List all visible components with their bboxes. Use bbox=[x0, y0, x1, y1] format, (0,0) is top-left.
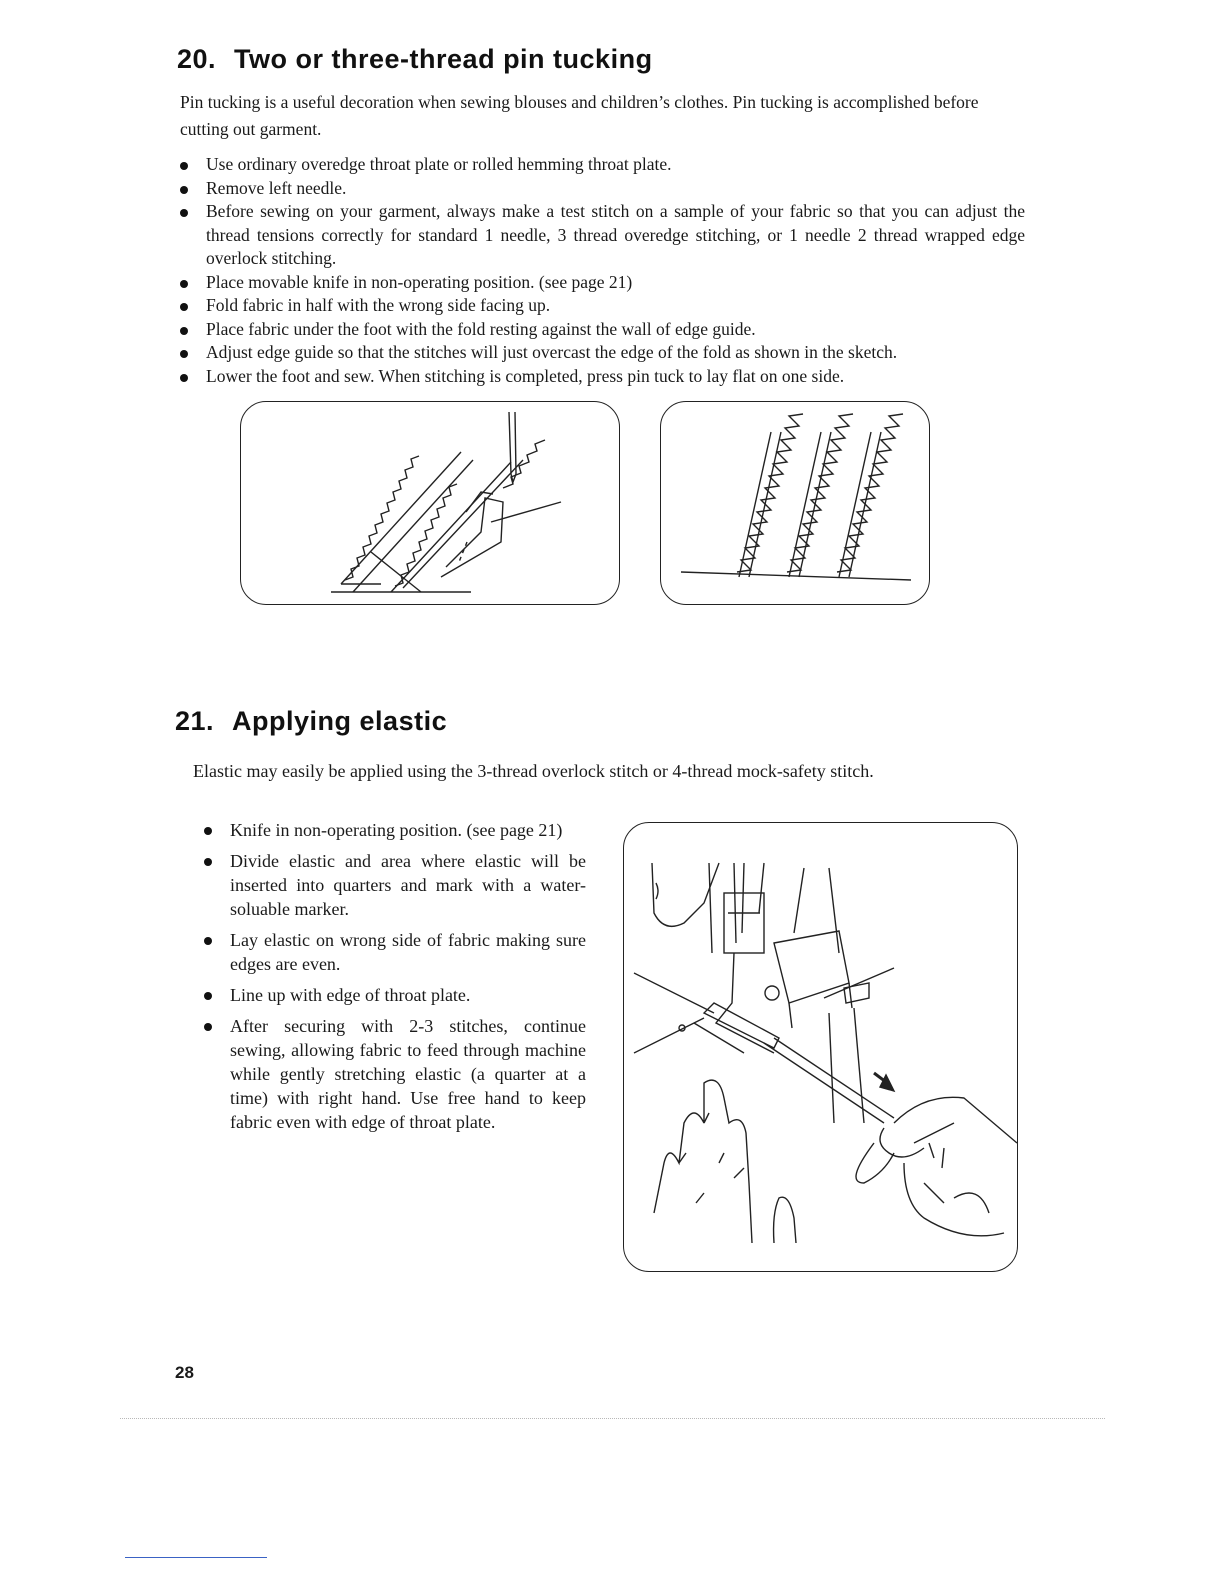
bullet-icon bbox=[180, 327, 188, 335]
pin-tuck-result-drawing bbox=[661, 402, 929, 604]
bullet-icon bbox=[180, 209, 188, 217]
section-21-intro: Elastic may easily be applied using the 3-thread overlock stitch or 4-thread mock-safety stitch. bbox=[193, 761, 874, 781]
page-number: 28 bbox=[175, 1363, 194, 1382]
list-item: Lay elastic on wrong side of fabric making sure edges are even. bbox=[204, 928, 586, 976]
list-item: Adjust edge guide so that the stitches will just overcast the edge of the fold as shown in the sketch. bbox=[180, 341, 1025, 365]
list-item: Knife in non-operating position. (see page 21) bbox=[204, 818, 586, 842]
section-20-number: 20. bbox=[177, 44, 217, 74]
bullet-icon bbox=[204, 858, 212, 866]
list-item: Before sewing on your garment, always make a test stitch on a sample of your fabric so that you can adjust the thread tensions correctly for standard 1 needle, 3 thread overedge stitching, or 1 needle 2 thread wrapped edge overlock stitching. bbox=[180, 200, 1025, 271]
applying-elastic-illustration bbox=[623, 822, 1018, 1272]
scan-artifact-line bbox=[120, 1418, 1105, 1419]
section-20-intro: Pin tucking is a useful decoration when sewing blouses and children’s clothes. Pin tucking is accomplished before cutting out garment. bbox=[180, 92, 979, 139]
bullet-icon bbox=[180, 186, 188, 194]
bullet-icon bbox=[180, 374, 188, 382]
section-21-title: Applying elastic bbox=[232, 706, 448, 736]
list-item: Place movable knife in non-operating position. (see page 21) bbox=[180, 271, 1025, 295]
bullet-icon bbox=[180, 350, 188, 358]
section-21-heading bbox=[175, 706, 447, 737]
list-item: Place fabric under the foot with the fold resting against the wall of edge guide. bbox=[180, 318, 1025, 342]
list-item: Divide elastic and area where elastic will be inserted into quarters and mark with a water-soluable marker. bbox=[204, 849, 586, 921]
list-item: Use ordinary overedge throat plate or rolled hemming throat plate. bbox=[180, 153, 1025, 177]
bullet-icon bbox=[204, 992, 212, 1000]
pin-tuck-sewing-drawing bbox=[241, 402, 619, 604]
section-20-heading bbox=[177, 44, 653, 75]
list-item: Line up with edge of throat plate. bbox=[204, 983, 586, 1007]
pin-tuck-result-illustration bbox=[660, 401, 930, 605]
applying-elastic-drawing bbox=[624, 823, 1017, 1271]
section-20-bullet-list bbox=[180, 153, 1025, 388]
bullet-icon bbox=[204, 827, 212, 835]
pin-tuck-sewing-illustration bbox=[240, 401, 620, 605]
list-item: Lower the foot and sew. When stitching is completed, press pin tuck to lay flat on one side. bbox=[180, 365, 1025, 389]
list-item: After securing with 2-3 stitches, continue sewing, allowing fabric to feed through machine while gently stretching elastic (a quarter at a time) with right hand. Use free hand to keep fabric even with edge of throat plate. bbox=[204, 1014, 586, 1134]
section-21-bullet-list bbox=[204, 818, 586, 1141]
list-item: Remove left needle. bbox=[180, 177, 1025, 201]
bullet-icon bbox=[180, 162, 188, 170]
bullet-icon bbox=[180, 303, 188, 311]
bullet-icon bbox=[204, 937, 212, 945]
bullet-icon bbox=[204, 1023, 212, 1031]
bullet-icon bbox=[180, 280, 188, 288]
footer-rule bbox=[125, 1557, 267, 1558]
list-item: Fold fabric in half with the wrong side facing up. bbox=[180, 294, 1025, 318]
section-20-title: Two or three-thread pin tucking bbox=[234, 44, 653, 74]
section-21-number: 21. bbox=[175, 706, 215, 736]
